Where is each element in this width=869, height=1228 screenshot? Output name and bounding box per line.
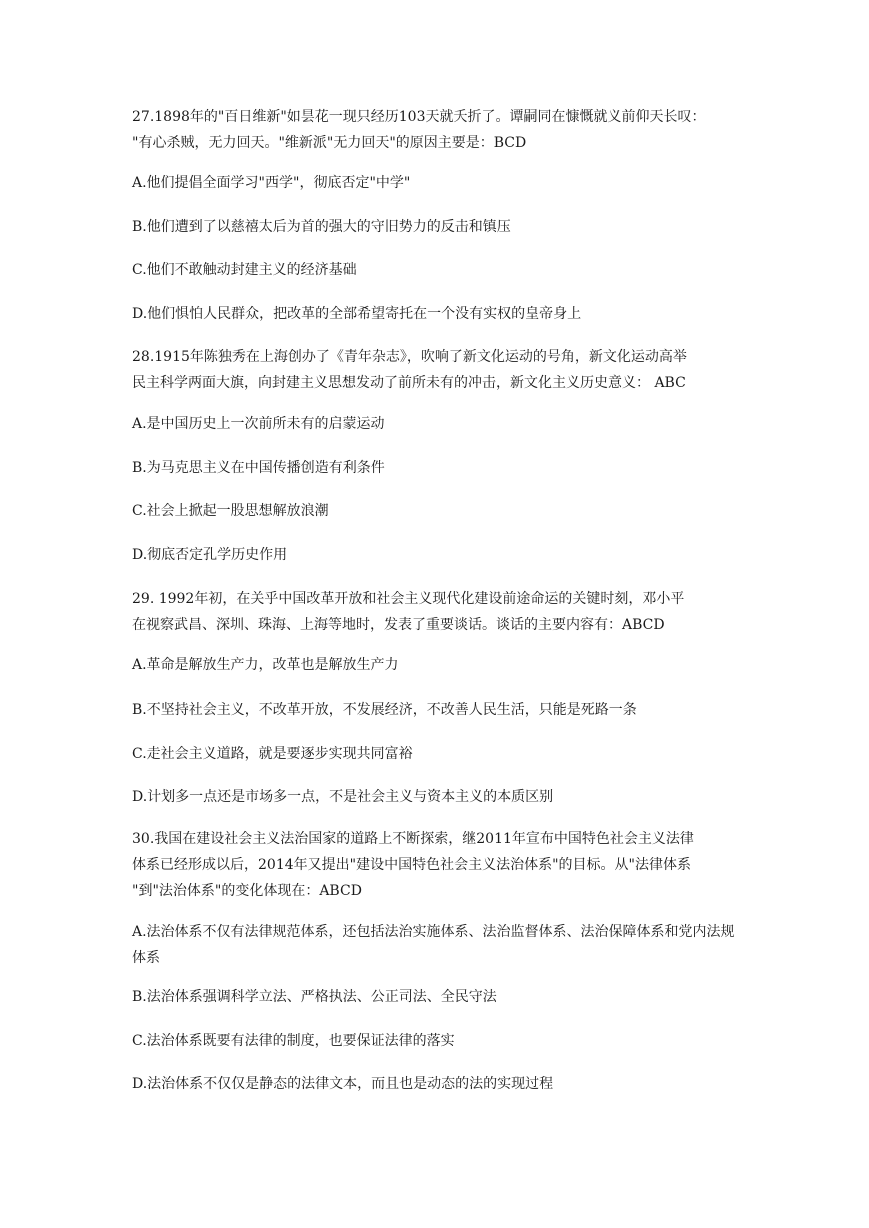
option-text: C.法治体系既要有法律的制度，也要保证法律的落实 [132, 1033, 455, 1049]
question-stem-line: "有心杀贼，无力回天。"维新派"无力回天"的原因主要是：BCD [132, 135, 527, 151]
option-text: A.革命是解放生产力，改革也是解放生产力 [132, 657, 399, 673]
option-a [132, 411, 742, 437]
option-d [132, 1071, 742, 1097]
option-a [132, 919, 742, 971]
option-text: A.法治体系不仅有法律规范体系，还包括法治实施体系、法治监督体系、法治保障体系和党内法规体系 [132, 924, 735, 966]
option-a [132, 170, 742, 196]
option-text: A.他们提倡全面学习"西学"，彻底否定"中学" [132, 175, 411, 191]
option-a [132, 652, 742, 678]
option-d [132, 784, 742, 810]
option-c [132, 498, 742, 524]
question-stem-line: 体系已经形成以后，2014年又提出"建设中国特色社会主义法治体系"的目标。从"法律体系 [132, 857, 691, 873]
option-text: B.他们遭到了以慈禧太后为首的强大的守旧势力的反击和镇压 [132, 219, 511, 235]
question-28 [132, 344, 742, 396]
question-stem-line: 民主科学两面大旗，向封建主义思想发动了前所未有的冲击，新文化主义历史意义： ABC [132, 375, 686, 391]
question-29 [132, 586, 742, 638]
option-d [132, 542, 742, 568]
option-text: C.他们不敢触动封建主义的经济基础 [132, 262, 357, 278]
option-b [132, 214, 742, 240]
option-text: B.为马克思主义在中国传播创造有利条件 [132, 460, 385, 476]
option-text: B.不坚持社会主义，不改革开放，不发展经济，不改善人民生活，只能是死路一条 [132, 702, 637, 718]
option-text: D.计划多一点还是市场多一点，不是社会主义与资本主义的本质区别 [132, 789, 554, 805]
option-text: A.是中国历史上一次前所未有的启蒙运动 [132, 416, 385, 432]
question-stem-line: 28.1915年陈独秀在上海创办了《青年杂志》，吹响了新文化运动的号角，新文化运动高举 [132, 349, 687, 365]
question-stem-line: "到"法治体系"的变化体现在：ABCD [132, 883, 362, 899]
option-text: C.走社会主义道路，就是要逐步实现共同富裕 [132, 746, 413, 762]
question-27 [132, 104, 742, 156]
option-text: B.法治体系强调科学立法、严格执法、公正司法、全民守法 [132, 989, 497, 1005]
option-text: D.法治体系不仅仅是静态的法律文本，而且也是动态的法的实现过程 [132, 1076, 554, 1092]
option-text: D.他们惧怕人民群众，把改革的全部希望寄托在一个没有实权的皇帝身上 [132, 306, 582, 322]
option-d [132, 301, 742, 327]
question-stem-line: 30.我国在建设社会主义法治国家的道路上不断探索，继2011年宣布中国特色社会主义法律 [132, 831, 694, 847]
question-30 [132, 826, 742, 904]
option-c [132, 741, 742, 767]
question-stem-line: 在视察武昌、深圳、珠海、上海等地时，发表了重要谈话。谈话的主要内容有：ABCD [132, 617, 665, 633]
option-b [132, 984, 742, 1010]
option-text: C.社会上掀起一股思想解放浪潮 [132, 503, 329, 519]
option-text: D.彻底否定孔学历史作用 [132, 547, 288, 563]
option-c [132, 257, 742, 283]
question-stem-line: 29. 1992年初，在关乎中国改革开放和社会主义现代化建设前途命运的关键时刻，邓小平 [132, 591, 685, 607]
option-c [132, 1028, 742, 1054]
option-b [132, 455, 742, 481]
option-b [132, 697, 742, 723]
question-stem-line: 27.1898年的"百日维新"如昙花一现只经历103天就夭折了。谭嗣同在慷慨就义前仰天长叹： [132, 109, 706, 125]
